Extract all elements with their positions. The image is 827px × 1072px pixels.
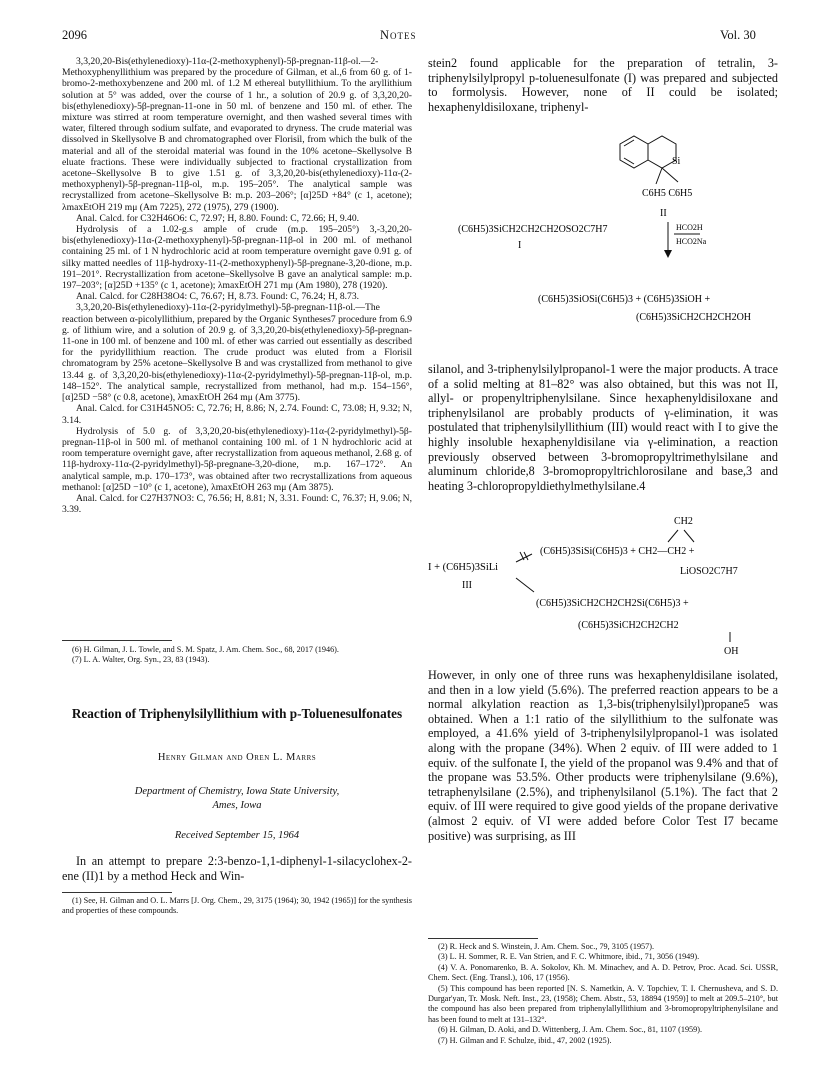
- reagent-formate: HCO2Na: [676, 237, 707, 246]
- footnote: (5) This compound has been reported [N. S. Nametkin, A. V. Topchiev, T. I. Chernusheva, and S. D. Durgar'yan, Tr. Mosk. Neft. Inst., 23, (1958); Chem. Abstr., 53, 18894 (1959)] to melt at 209.5–210°, but the compound has also been prepared from triphenylallyllithium and 3-bromopropyltriphenylsilane and has been found to melt at 131–132°.: [428, 983, 778, 1024]
- authors: Henry Gilman and Oren L. Marrs: [157, 752, 317, 763]
- footnote-rule: [428, 938, 538, 939]
- footnote: (7) H. Gilman and F. Schulze, ibid., 47, 2002 (1925).: [438, 1035, 612, 1045]
- ch2-top: CH2: [674, 516, 693, 527]
- footnote: (3) L. H. Sommer, R. E. Van Strien, and F. C. Whitmore, ibid., 71, 3056 (1949).: [438, 952, 700, 962]
- paragraph: Anal. Calcd. for C31H45NO5: C, 72.76; H, 8.86; N, 2.74. Found: C, 73.08; H, 9.32; N, 3.14.: [62, 403, 412, 426]
- footnotes-left: [62, 645, 412, 666]
- right-top-text: [428, 56, 778, 114]
- footnote: (2) R. Heck and S. Winstein, J. Am. Chem. Soc., 79, 3105 (1957).: [438, 942, 655, 951]
- arrow-down-right: [516, 578, 534, 592]
- products-line-1: (C6H5)3SiOSi(C6H5)3 + (C6H5)3SiOH +: [538, 294, 711, 305]
- si-label: Si: [672, 156, 681, 167]
- tetralin-structure: [620, 136, 678, 184]
- bond: [668, 530, 678, 542]
- paragraph: stein2 found applicable for the preparation of tetralin, 3-triphenylsilylpropyl p-toluenesulfonate (I) was prepared and subjected to formolysis. However, none of II could be isolated; hexaphenyldisiloxane, triphenyl-: [428, 56, 778, 114]
- paragraph: silanol, and 3-triphenylsilylpropanol-1 were the major products. A trace of a solid melting at 81–82° was also obtained, but this was not II, allyl- or propenyltriphenylsilane. Since hexaphenyldisiloxane and triphenylsilanol are probably products of γ-elimination, it was postulated that triphenylsilyllithium (III) would react with I to give the highly insoluble hexaphenyldisilane via γ-elimination, a reaction previously observed between 3-bromopropyltrimethylsilane and aluminum chloride,8 3-bromopropyltrichlorosilane and base,3 and heating 3-chloropropyldiethylmethylsilane.4: [428, 362, 778, 493]
- products-line-2: (C6H5)3SiCH2CH2CH2OH: [636, 312, 752, 323]
- product-a: (C6H5)3SiSi(C6H5)3 + CH2—CH2 +: [540, 546, 695, 557]
- reaction-scheme-2: [428, 512, 778, 662]
- affiliation-city: Ames, Iowa: [212, 800, 262, 811]
- paragraph: 3,3,20,20-Bis(ethylenedioxy)-11α-(2-methoxyphenyl)-5β-pregnan-11β-ol.—2-Methoxyphenyllithium was prepared by the procedure of Gilman, et al.,6 from 60 g. of 1-bromo-2-methoxybenzene and 200 ml. of 1.2 M ethereal butyllithium. To the aryllithium solution at 5° was added, over the course of 1 hr., a solution of 20.9 g. of 3,3,20,20-bis(ethylenedioxy)-5β-pregnan-11-one in 50 ml. of benzene and 150 ml. of ether. The mixture was stirred at room temperature overnight, and then washed several times with water, filtered through sodium sulfate, and evaporated to dryness. The crude material was dissolved in Skellysolve B and chromatographed over Florisil, from which the bulk of the material and all of the steroidal material was found in the 10% acetone–Skellysolve B eluate fractions. These were individually subjected to fractional crystallization from acetone–Skellysolve B to give 1.51 g. of 3,3,20,20-bis(ethylenedioxy)-11α-(2-methoxyphenyl)-5β-pregnan-11β-ol, m.p. 195–205°. The analytical sample was recrystallized from acetone–Skellysolve B: m.p. 203–206°; [α]25D +84° (c 1, acetone); λmaxEtOH 219 mμ (Am 7225), 272 (1975), 279 (1900).: [62, 56, 412, 213]
- footnotes-right: [428, 942, 778, 1046]
- footnote: (6) H. Gilman, J. L. Towle, and S. M. Spatz, J. Am. Chem. Soc., 68, 2017 (1946).: [72, 645, 339, 654]
- footnote-rule: [62, 892, 172, 893]
- page-number: 2096: [62, 28, 87, 42]
- footnote: (6) H. Gilman, D. Aoki, and D. Wittenberg, J. Am. Chem. Soc., 81, 1107 (1959).: [438, 1025, 702, 1035]
- volume-label: Vol. 30: [720, 28, 756, 42]
- affiliation: Department of Chemistry, Iowa State University,: [134, 786, 340, 797]
- phenyl-labels: C6H5 C6H5: [642, 188, 693, 199]
- paragraph: However, in only one of three runs was hexaphenyldisilane isolated, and then in a low yield (5.6%). The preferred reaction appears to be a normal alkylation reaction as 1,3-bis(triphenylsilyl)propane5 was obtained. When a 1:1 ratio of the silyllithium to the sulfonate was employed, a 41.6% yield of 3-triphenylsilylpropanol-1 was isolated along with the propane (34%). When 2 equiv. of III were added to 1 equiv. of the sulfonate I, the yield of the propanol was 9.4% and that of the propane was 53.5%. Other products were triphenylsilane (9.6%), tetraphenylsilane (2.5%), and triphenylsilanol (5.1%). The fact that 2 equiv. of III were required to give good yields of the propane derivative (almost 2 equiv. of VI were added before Color Test I7 became positive) was surprising, as III: [428, 668, 778, 843]
- reagent-formic: HCO2H: [676, 223, 703, 232]
- compound-III-label: III: [462, 580, 472, 591]
- paragraph: Anal. Calcd. for C27H37NO3: C, 76.56; H, 8.81; N, 3.31. Found: C, 76.37; H, 9.06; N, 3.39.: [62, 492, 412, 516]
- article-title: Reaction of Triphenylsilyllithium with p-Toluenesulfonates: [71, 706, 403, 721]
- paragraph: Anal. Calcd. for C28H38O4: C, 76.67; H, 8.73. Found: C, 76.24; H, 8.73.: [76, 291, 360, 303]
- intro-text: [62, 854, 412, 883]
- product-e: OH: [724, 646, 739, 657]
- reactant-I: (C6H5)3SiCH2CH2CH2OSO2C7H7: [458, 224, 608, 235]
- received-date: Received September 15, 1964: [174, 830, 300, 841]
- footnote: (1) See, H. Gilman and O. L. Marrs [J. Org. Chem., 29, 3175 (1964); 30, 1942 (1965)] for the synthesis and properties of these compounds.: [62, 896, 412, 916]
- running-head: Notes: [380, 28, 417, 42]
- bond: [684, 530, 694, 542]
- right-bottom-text: [428, 668, 778, 843]
- right-mid-text: [428, 362, 778, 493]
- left-column: [62, 56, 412, 515]
- arrow-head: [664, 250, 672, 258]
- compound-II-label: II: [660, 208, 667, 219]
- footnote: (7) L. A. Walter, Org. Syn., 23, 83 (1943).: [72, 655, 210, 665]
- product-c: (C6H5)3SiCH2CH2CH2Si(C6H5)3 +: [536, 598, 689, 609]
- product-b: LiOSO2C7H7: [680, 566, 738, 577]
- paragraph: Hydrolysis of a 1.02-g.s ample of crude (m.p. 195–205°) 3,-3,20,20-bis(ethylenedioxy)-11α-(2-methoxyphenyl)-5β-pregnan-11β-ol in 200 ml. of methanol containing 25 ml. of 1 N hydrochloric acid at room temperature overnight gave 0.91 g. of silky matted needles of 11β-hydroxy-11-(2-methoxyphenyl)-5β-pregnane-3,20-dione, m.p. 191–201°. Recrystallization from acetone–Skellysolve B gave an analytical sample: m.p. 197–203°; [α]25D +135° (c 1, acetone); λmaxEtOH 271 mμ (Am 1980), 278 (1920).: [62, 224, 412, 292]
- arrow-up: [516, 554, 532, 562]
- paragraph: 3,3,20,20-Bis(ethylenedioxy)-11α-(2-pyridylmethyl)-5β-pregnan-11β-ol.—The reaction between α-picolyllithium, prepared by the Organic Syntheses7 procedure from 6.9 g. of lithium wire, and a solution of 20.9 g. of 3,3,20,20-bis(ethylenedioxy)-5β-pregnan-11-one in 100 ml. of benzene and 100 ml. of ether was carried out essentially as described for the pyridyllithium reaction. The crude product was eluted from a Florisil chromatogram by 25% acetone–Skellysolve B and was crystallized from methanol to give 13.44 g. of 3,3,20,20-bis(ethylenedioxy)-11α-(2-pyridylmethyl)-5β-pregnan-11β-ol, m.p. 148–152°. The analytical sample, recrystallized from methanol, had m.p. 154–156°, [α]25D −58° (c 0.8, acetone), λmaxEtOH 264 mμ (Am 3775).: [62, 302, 412, 404]
- paragraph: Anal. Calcd. for C32H46O6: C, 72.97; H, 8.80. Found: C, 72.66; H, 9.40.: [76, 212, 360, 224]
- paragraph: In an attempt to prepare 2:3-benzo-1,1-diphenyl-1-silacyclohex-2-ene (II)1 by a method Heck and Win-: [62, 854, 412, 883]
- reactants: I + (C6H5)3SiLi: [428, 562, 499, 573]
- footnote-rule: [62, 640, 172, 641]
- paragraph: Hydrolysis of 5.0 g. of 3,3,20,20-bis(ethylenedioxy)-11α-(2-pyridylmethyl)-5β-pregnan-11β-ol in 500 ml. of methanol containing 100 ml. of 1 N hydrochloric acid at room temperature overnight gave, after recrystallization from aqueous methanol, 2.68 g. of 11β-hydroxy-11α-(2-pyridylmethyl)-5β-pregnane-3,20-dione, m.p. 167–172°. An analytical sample, m.p. 170–173°, was obtained after two recrystallizations from aqueous methanol: [α]25D −10° (c 1, acetone), λmaxEtOH 263 mμ (Am 3875).: [62, 425, 412, 493]
- product-d: (C6H5)3SiCH2CH2CH2: [578, 620, 679, 631]
- compound-I-label: I: [518, 240, 522, 251]
- reaction-scheme-1: [428, 112, 778, 352]
- footnote: (4) V. A. Ponomarenko, B. A. Sokolov, Kh. M. Minachev, and A. D. Petrov, Proc. Acad. Sci. USSR, Chem. Sect. (Eng. Transl.), 106, 17 (1956).: [428, 962, 778, 983]
- footnotes-left-2: [62, 896, 412, 917]
